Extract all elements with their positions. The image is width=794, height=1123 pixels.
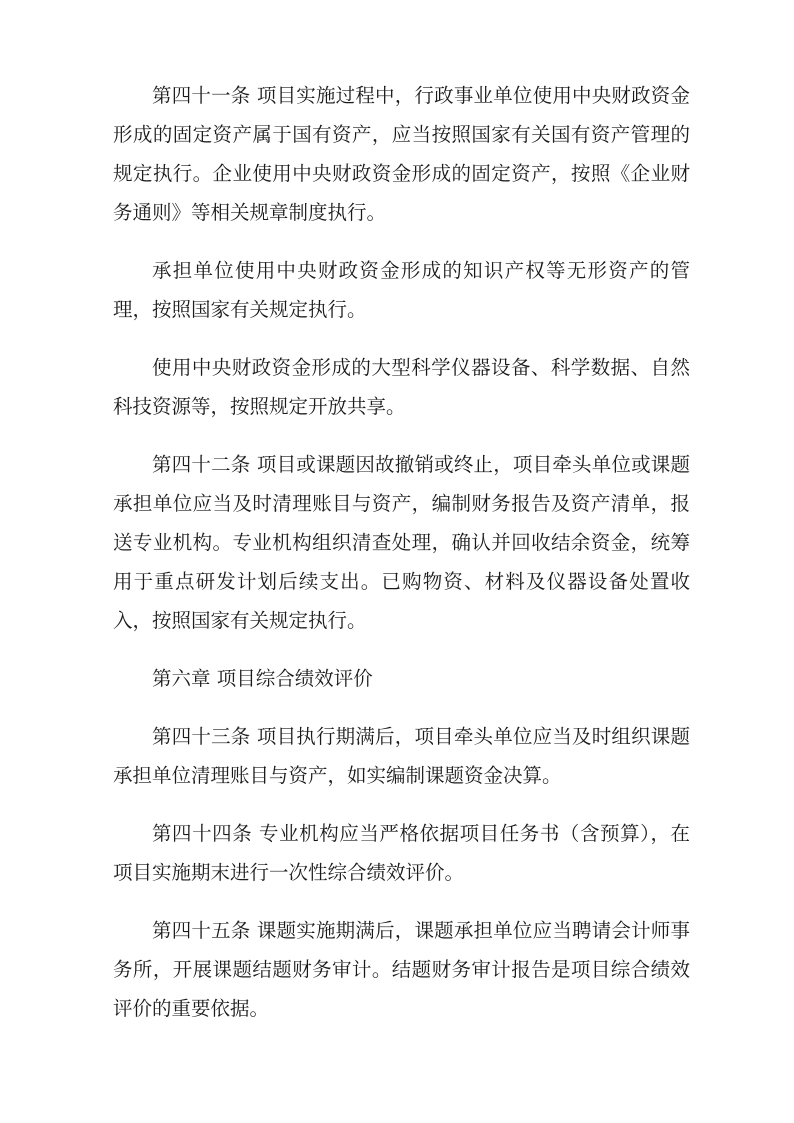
text-line: 第四十三条 项目执行期满后，项目牵头单位应当及时组织课题 xyxy=(152,725,690,748)
text-line: 务通则》等相关规章制度执行。 xyxy=(113,201,387,224)
text-line: 承担单位应当及时清理账目与资产，编制财务报告及资产清单，报 xyxy=(113,492,690,515)
chapter-heading xyxy=(113,659,690,698)
body-paragraph xyxy=(113,251,690,329)
text-line: 评价的重要依据。 xyxy=(113,997,270,1020)
text-line: 承担单位使用中央财政资金形成的知识产权等无形资产的管 xyxy=(152,259,690,282)
text-line: 第四十二条 项目或课题因故撤销或终止，项目牵头单位或课题 xyxy=(152,453,690,476)
text-line: 入，按照国家有关规定执行。 xyxy=(113,609,367,632)
document-page xyxy=(113,76,690,1047)
text-line: 第六章 项目综合绩效评价 xyxy=(152,667,373,690)
text-line: 第四十五条 课题实施期满后，课题承担单位应当聘请会计师事 xyxy=(152,919,690,942)
text-line: 承担单位清理账目与资产，如实编制课题资金决算。 xyxy=(113,764,562,787)
article-paragraph xyxy=(113,717,690,795)
text-line: 理，按照国家有关规定执行。 xyxy=(113,298,367,321)
text-line: 科技资源等，按照规定开放共享。 xyxy=(113,395,406,418)
article-paragraph xyxy=(113,76,690,232)
text-line: 使用中央财政资金形成的大型科学仪器设备、科学数据、自然 xyxy=(152,356,690,379)
text-line: 项目实施期末进行一次性综合绩效评价。 xyxy=(113,861,465,884)
article-paragraph xyxy=(113,445,690,640)
text-line: 规定执行。企业使用中央财政资金形成的固定资产，按照《企业财 xyxy=(113,162,690,185)
text-line: 送专业机构。专业机构组织清查处理，确认并回收结余资金，统筹 xyxy=(113,531,690,554)
text-line: 形成的固定资产属于国有资产，应当按照国家有关国有资产管理的 xyxy=(113,123,690,146)
text-line: 务所，开展课题结题财务审计。结题财务审计报告是项目综合绩效 xyxy=(113,958,690,981)
text-line: 用于重点研发计划后续支出。已购物资、材料及仪器设备处置收 xyxy=(113,570,690,593)
text-line: 第四十一条 项目实施过程中，行政事业单位使用中央财政资金 xyxy=(152,84,690,107)
article-paragraph xyxy=(113,911,690,1028)
article-paragraph xyxy=(113,814,690,892)
body-paragraph xyxy=(113,348,690,426)
text-line: 第四十四条 专业机构应当严格依据项目任务书（含预算），在 xyxy=(152,822,690,845)
